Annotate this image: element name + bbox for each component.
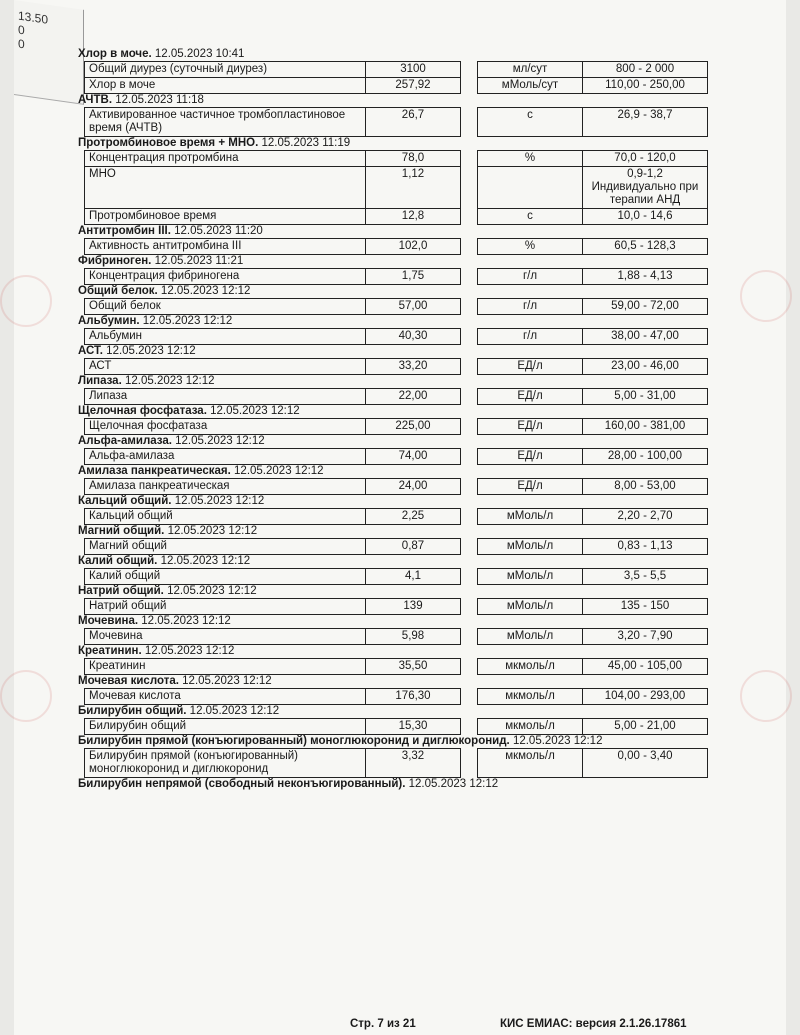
result-name: Концентрация протромбина: [85, 151, 366, 167]
section-title: [78, 675, 718, 688]
result-value: 3100: [366, 62, 461, 78]
result-unit: мМоль/л: [478, 569, 583, 585]
lab-section: [78, 778, 718, 791]
result-name: Альбумин: [85, 329, 366, 345]
cell-gap: [461, 209, 478, 225]
reference-range: 104,00 - 293,00: [583, 689, 708, 705]
test-datetime: 12.05.2023 12:12: [174, 495, 265, 507]
lab-section: [78, 137, 718, 225]
table-row: [85, 78, 708, 94]
section-title: [78, 495, 718, 508]
test-datetime: 12.05.2023 11:20: [174, 225, 263, 237]
table-row: [85, 209, 708, 225]
section-title: [78, 375, 718, 388]
result-name: Билирубин общий: [85, 719, 366, 735]
reference-range: 110,00 - 250,00: [583, 78, 708, 94]
result-table: [84, 718, 708, 735]
result-unit: г/л: [478, 329, 583, 345]
test-datetime: 12.05.2023 12:12: [512, 735, 603, 747]
test-name: Альбумин.: [78, 315, 140, 327]
result-name: Активность антитромбина III: [85, 239, 366, 255]
result-table: [84, 598, 708, 615]
lab-section: [78, 375, 718, 405]
section-title: [78, 285, 718, 298]
test-datetime: 12.05.2023 12:12: [189, 705, 280, 717]
result-name: Билирубин прямой (конъюгированный) моноглюкоронид и диглюкоронид: [85, 749, 366, 778]
result-table: [84, 150, 708, 225]
result-table: [84, 238, 708, 255]
reference-range: 0,00 - 3,40: [583, 749, 708, 778]
reference-range: 5,00 - 21,00: [583, 719, 708, 735]
result-table: [84, 538, 708, 555]
table-row: [85, 449, 708, 465]
test-name: Щелочная фосфатаза.: [78, 405, 207, 417]
test-name: Магний общий.: [78, 525, 165, 537]
result-table: [84, 478, 708, 495]
reference-range: 28,00 - 100,00: [583, 449, 708, 465]
result-value: 3,32: [366, 749, 461, 778]
result-table: [84, 448, 708, 465]
lab-section: [78, 315, 718, 345]
result-value: 78,0: [366, 151, 461, 167]
result-table: [84, 388, 708, 405]
reference-range: 160,00 - 381,00: [583, 419, 708, 435]
test-name: Антитромбин III.: [78, 225, 171, 237]
result-value: 2,25: [366, 509, 461, 525]
table-row: [85, 62, 708, 78]
lab-section: [78, 465, 718, 495]
result-value: 24,00: [366, 479, 461, 495]
result-name: МНО: [85, 167, 366, 209]
test-name: Альфа-амилаза.: [78, 435, 172, 447]
test-datetime: 12.05.2023 12:12: [408, 778, 499, 790]
result-name: Натрий общий: [85, 599, 366, 615]
lab-section: [78, 585, 718, 615]
result-value: 139: [366, 599, 461, 615]
cell-gap: [461, 689, 478, 705]
table-row: [85, 509, 708, 525]
table-row: [85, 749, 708, 778]
result-unit: мМоль/л: [478, 629, 583, 645]
lab-section: [78, 94, 718, 137]
result-name: Амилаза панкреатическая: [85, 479, 366, 495]
result-unit: мкмоль/л: [478, 749, 583, 778]
reference-range: 0,9-1,2 Индивидуально при терапии АНД: [583, 167, 708, 209]
test-name: Билирубин непрямой (свободный неконъюгированный).: [78, 778, 406, 790]
result-name: Липаза: [85, 389, 366, 405]
watermark-logo-icon: [740, 670, 792, 722]
section-title: [78, 465, 718, 478]
reference-range: 45,00 - 105,00: [583, 659, 708, 675]
test-name: Билирубин общий.: [78, 705, 187, 717]
section-title: [78, 735, 718, 748]
reference-range: 60,5 - 128,3: [583, 239, 708, 255]
table-row: [85, 539, 708, 555]
test-datetime: 12.05.2023 11:21: [154, 255, 244, 267]
lab-section: [78, 255, 718, 285]
result-value: 26,7: [366, 108, 461, 137]
table-row: [85, 329, 708, 345]
result-unit: [478, 167, 583, 209]
result-value: 12,8: [366, 209, 461, 225]
cell-gap: [461, 419, 478, 435]
test-name: Натрий общий.: [78, 585, 164, 597]
corner-text-2: 0: [18, 22, 25, 38]
result-unit: мМоль/л: [478, 599, 583, 615]
result-value: 1,12: [366, 167, 461, 209]
result-value: 102,0: [366, 239, 461, 255]
test-datetime: 12.05.2023 12:12: [160, 555, 251, 567]
result-value: 176,30: [366, 689, 461, 705]
cell-gap: [461, 108, 478, 137]
test-name: Хлор в моче.: [78, 48, 152, 60]
cell-gap: [461, 239, 478, 255]
result-name: Общий диурез (суточный диурез): [85, 62, 366, 78]
lab-section: [78, 645, 718, 675]
cell-gap: [461, 479, 478, 495]
test-name: Калий общий.: [78, 555, 158, 567]
cell-gap: [461, 749, 478, 778]
cell-gap: [461, 389, 478, 405]
test-name: Амилаза панкреатическая.: [78, 465, 231, 477]
lab-section: [78, 615, 718, 645]
result-name: Альфа-амилаза: [85, 449, 366, 465]
section-title: [78, 48, 718, 61]
reference-range: 1,88 - 4,13: [583, 269, 708, 285]
test-name: Кальций общий.: [78, 495, 172, 507]
result-value: 0,87: [366, 539, 461, 555]
lab-section: [78, 225, 718, 255]
result-name: Кальций общий: [85, 509, 366, 525]
result-table: [84, 358, 708, 375]
result-value: 225,00: [366, 419, 461, 435]
reference-range: 0,83 - 1,13: [583, 539, 708, 555]
result-table: [84, 688, 708, 705]
result-name: АСТ: [85, 359, 366, 375]
section-title: [78, 137, 718, 150]
result-name: Щелочная фосфатаза: [85, 419, 366, 435]
result-value: 57,00: [366, 299, 461, 315]
result-value: 257,92: [366, 78, 461, 94]
result-unit: ЕД/л: [478, 419, 583, 435]
cell-gap: [461, 167, 478, 209]
test-datetime: 12.05.2023 12:12: [167, 525, 258, 537]
reference-range: 5,00 - 31,00: [583, 389, 708, 405]
result-table: [84, 658, 708, 675]
result-unit: мМоль/сут: [478, 78, 583, 94]
section-title: [78, 615, 718, 628]
result-unit: ЕД/л: [478, 449, 583, 465]
cell-gap: [461, 329, 478, 345]
test-datetime: 12.05.2023 12:12: [142, 315, 233, 327]
reference-range: 59,00 - 72,00: [583, 299, 708, 315]
test-datetime: 12.05.2023 11:19: [261, 137, 351, 149]
result-value: 74,00: [366, 449, 461, 465]
test-name: АЧТВ.: [78, 94, 113, 106]
result-name: Протромбиновое время: [85, 209, 366, 225]
table-row: [85, 299, 708, 315]
test-name: Протромбиновое время + МНО.: [78, 137, 259, 149]
section-title: [78, 645, 718, 658]
reference-range: 3,5 - 5,5: [583, 569, 708, 585]
test-name: Мочевина.: [78, 615, 139, 627]
system-version: КИС ЕМИАС: версия 2.1.26.17861: [500, 1018, 687, 1030]
table-row: [85, 108, 708, 137]
cell-gap: [461, 659, 478, 675]
section-title: [78, 555, 718, 568]
section-title: [78, 705, 718, 718]
test-datetime: 12.05.2023 12:12: [234, 465, 324, 477]
result-name: Концентрация фибриногена: [85, 269, 366, 285]
reference-range: 38,00 - 47,00: [583, 329, 708, 345]
cell-gap: [461, 569, 478, 585]
result-unit: %: [478, 239, 583, 255]
result-value: 4,1: [366, 569, 461, 585]
result-value: 35,50: [366, 659, 461, 675]
result-table: [84, 268, 708, 285]
test-datetime: 12.05.2023 12:12: [124, 375, 215, 387]
result-unit: мкмоль/л: [478, 689, 583, 705]
cell-gap: [461, 269, 478, 285]
table-row: [85, 569, 708, 585]
result-unit: ЕД/л: [478, 389, 583, 405]
corner-text-1: 13.50: [18, 8, 49, 27]
cell-gap: [461, 539, 478, 555]
result-unit: г/л: [478, 269, 583, 285]
lab-section: [78, 555, 718, 585]
result-unit: мл/сут: [478, 62, 583, 78]
section-title: [78, 435, 718, 448]
lab-section: [78, 345, 718, 375]
test-datetime: 12.05.2023 11:18: [115, 94, 204, 106]
test-datetime: 12.05.2023 12:12: [182, 675, 272, 687]
result-table: [84, 107, 708, 137]
table-row: [85, 151, 708, 167]
section-title: [78, 585, 718, 598]
table-row: [85, 389, 708, 405]
section-title: [78, 345, 718, 358]
result-name: Калий общий: [85, 569, 366, 585]
test-datetime: 12.05.2023 12:12: [141, 615, 231, 627]
reference-range: 3,20 - 7,90: [583, 629, 708, 645]
result-value: 40,30: [366, 329, 461, 345]
result-table: [84, 298, 708, 315]
result-value: 15,30: [366, 719, 461, 735]
reference-range: 10,0 - 14,6: [583, 209, 708, 225]
corner-text-3: 0: [18, 36, 25, 52]
section-title: [78, 94, 718, 107]
folded-corner: [14, 0, 84, 105]
test-datetime: 12.05.2023 12:12: [160, 285, 251, 297]
section-title: [78, 315, 718, 328]
reference-range: 2,20 - 2,70: [583, 509, 708, 525]
watermark-logo-icon: [0, 670, 52, 722]
reference-range: 135 - 150: [583, 599, 708, 615]
table-row: [85, 659, 708, 675]
result-value: 1,75: [366, 269, 461, 285]
result-unit: ЕД/л: [478, 359, 583, 375]
result-table: [84, 628, 708, 645]
result-table: [84, 748, 708, 778]
lab-section: [78, 405, 718, 435]
result-unit: %: [478, 151, 583, 167]
section-title: [78, 778, 718, 791]
result-value: 5,98: [366, 629, 461, 645]
cell-gap: [461, 719, 478, 735]
test-datetime: 12.05.2023 12:12: [210, 405, 300, 417]
table-row: [85, 239, 708, 255]
table-row: [85, 689, 708, 705]
cell-gap: [461, 629, 478, 645]
result-value: 22,00: [366, 389, 461, 405]
cell-gap: [461, 299, 478, 315]
cell-gap: [461, 599, 478, 615]
lab-section: [78, 495, 718, 525]
section-title: [78, 525, 718, 538]
cell-gap: [461, 509, 478, 525]
reference-range: 800 - 2 000: [583, 62, 708, 78]
result-name: Мочевина: [85, 629, 366, 645]
section-title: [78, 255, 718, 268]
lab-section: [78, 705, 718, 735]
test-name: Мочевая кислота.: [78, 675, 179, 687]
result-name: Активированное частичное тромбопластиновое время (АЧТВ): [85, 108, 366, 137]
result-table: [84, 508, 708, 525]
result-unit: с: [478, 108, 583, 137]
test-name: Креатинин.: [78, 645, 142, 657]
result-name: Общий белок: [85, 299, 366, 315]
section-title: [78, 225, 718, 238]
result-unit: с: [478, 209, 583, 225]
lab-section: [78, 285, 718, 315]
result-table: [84, 328, 708, 345]
result-unit: мМоль/л: [478, 539, 583, 555]
test-datetime: 12.05.2023 12:12: [106, 345, 196, 357]
result-name: Мочевая кислота: [85, 689, 366, 705]
test-datetime: 12.05.2023 10:41: [154, 48, 245, 60]
reference-range: 8,00 - 53,00: [583, 479, 708, 495]
result-name: Магний общий: [85, 539, 366, 555]
table-row: [85, 419, 708, 435]
test-name: Общий белок.: [78, 285, 158, 297]
result-unit: ЕД/л: [478, 479, 583, 495]
test-name: Фибриноген.: [78, 255, 152, 267]
table-row: [85, 719, 708, 735]
table-row: [85, 269, 708, 285]
reference-range: 23,00 - 46,00: [583, 359, 708, 375]
page-number: Стр. 7 из 21: [350, 1018, 416, 1030]
table-row: [85, 599, 708, 615]
lab-section: [78, 675, 718, 705]
test-datetime: 12.05.2023 12:12: [167, 585, 257, 597]
cell-gap: [461, 359, 478, 375]
cell-gap: [461, 62, 478, 78]
table-row: [85, 629, 708, 645]
result-value: 33,20: [366, 359, 461, 375]
lab-section: [78, 435, 718, 465]
test-name: Билирубин прямой (конъюгированный) моноглюкоронид и диглюкоронид.: [78, 735, 510, 747]
result-table: [84, 61, 708, 94]
table-row: [85, 359, 708, 375]
test-name: АСТ.: [78, 345, 103, 357]
result-table: [84, 418, 708, 435]
watermark-logo-icon: [740, 270, 792, 322]
result-unit: мкмоль/л: [478, 659, 583, 675]
test-datetime: 12.05.2023 12:12: [144, 645, 235, 657]
cell-gap: [461, 449, 478, 465]
cell-gap: [461, 151, 478, 167]
result-name: Хлор в моче: [85, 78, 366, 94]
lab-section: [78, 735, 718, 778]
lab-results: [78, 48, 718, 791]
result-unit: мМоль/л: [478, 509, 583, 525]
table-row: [85, 167, 708, 209]
result-unit: мкмоль/л: [478, 719, 583, 735]
result-unit: г/л: [478, 299, 583, 315]
lab-section: [78, 48, 718, 94]
reference-range: 26,9 - 38,7: [583, 108, 708, 137]
lab-section: [78, 525, 718, 555]
table-row: [85, 479, 708, 495]
result-name: Креатинин: [85, 659, 366, 675]
reference-range: 70,0 - 120,0: [583, 151, 708, 167]
test-datetime: 12.05.2023 12:12: [175, 435, 265, 447]
watermark-logo-icon: [0, 275, 52, 327]
result-table: [84, 568, 708, 585]
cell-gap: [461, 78, 478, 94]
test-name: Липаза.: [78, 375, 122, 387]
section-title: [78, 405, 718, 418]
